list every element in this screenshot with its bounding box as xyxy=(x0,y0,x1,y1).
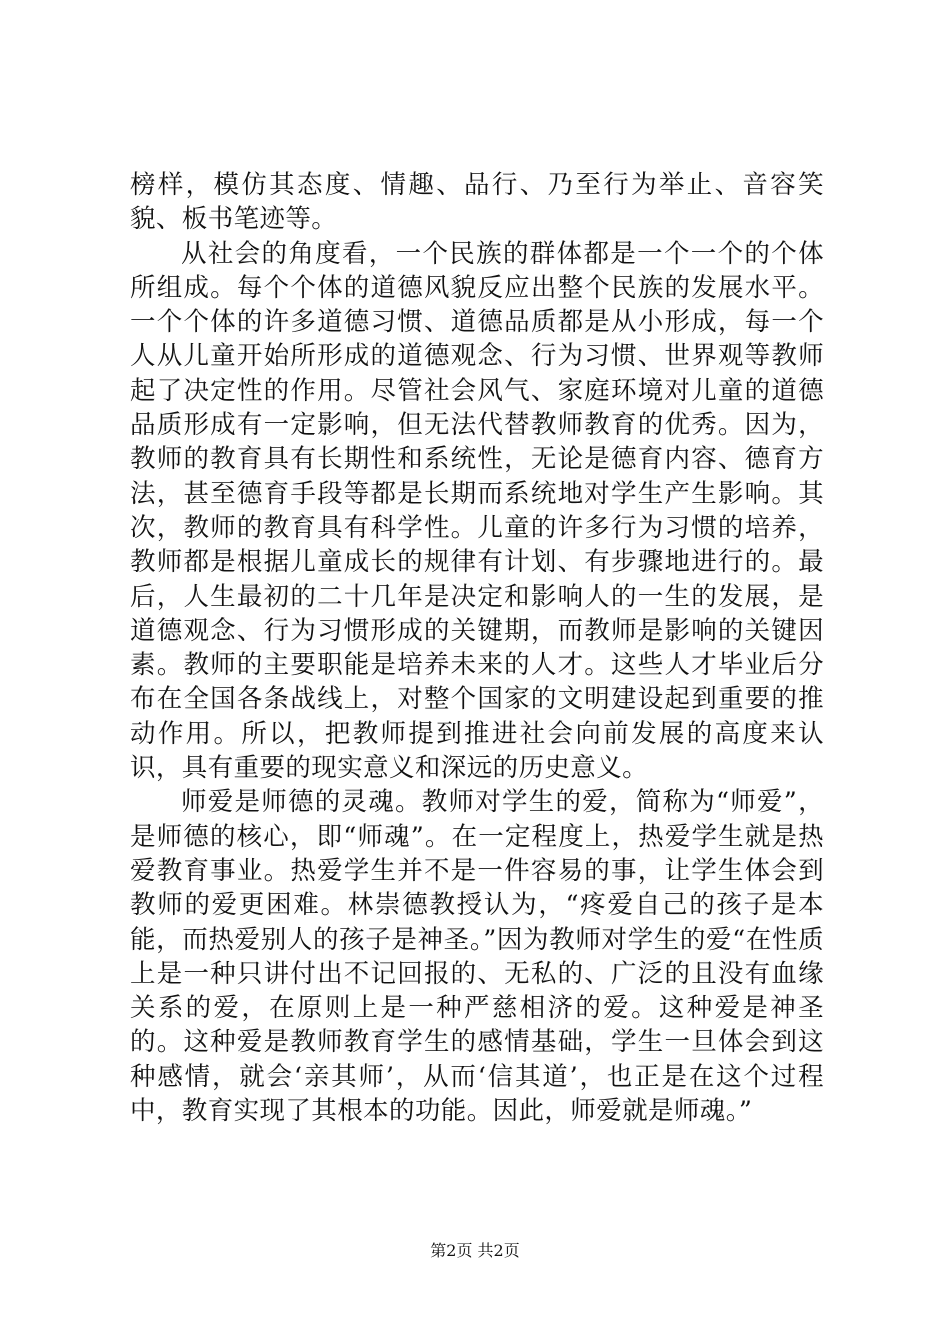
paragraph-society-perspective: 从社会的角度看，一个民族的群体都是一个一个的个体所组成。每个个体的道德风貌反应出整个民族的发展水平。一个个体的许多道德习惯、道德品质都是从小形成，每一个人从儿童开始所形成的道德观念、行为习惯、世界观等教师起了决定性的作用。尽管社会风气、家庭环境对儿童的道德品质形成有一定影响，但无法代替教师教育的优秀。因为，教师的教育具有长期性和系统性，无论是德育内容、德育方法，甚至德育手段等都是长期而系统地对学生产生影响。其次，教师的教育具有科学性。儿童的许多行为习惯的培养，教师都是根据儿童成长的规律有计划、有步骤地进行的。最后，人生最初的二十几年是决定和影响人的一生的发展，是道德观念、行为习惯形成的关键期，而教师是影响的关键因素。教师的主要职能是培养未来的人才。这些人才毕业后分布在全国各条战线上，对整个国家的文明建设起到重要的推动作用。所以，把教师提到推进社会向前发展的高度来认识，具有重要的现实意义和深远的历史意义。 xyxy=(130,238,824,784)
document-body xyxy=(130,168,824,1128)
paragraph-continuation: 榜样，模仿其态度、情趣、品行、乃至行为举止、音容笑貌、板书笔迹等。 xyxy=(130,170,824,235)
page-footer: 第2页 共2页 xyxy=(430,1241,520,1260)
paragraph-teacher-love: 师爱是师德的灵魂。教师对学生的爱，简称为“师爱”，是师德的核心，即“师魂”。在一定程度上，热爱学生就是热爱教育事业。热爱学生并不是一件容易的事，让学生体会到教师的爱更困难。林崇德教授认为，“疼爱自己的孩子是本能，而热爱别人的孩子是神圣。”因为教师对学生的爱“在性质上是一种只讲付出不记回报的、无私的、广泛的且没有血缘关系的爱，在原则上是一种严慈相济的爱。这种爱是神圣的。这种爱是教师教育学生的感情基础，学生一旦体会到这种感情，就会‘亲其师’，从而‘信其道’，也正是在这个过程中，教育实现了其根本的功能。因此，师爱就是师魂。” xyxy=(130,787,824,1127)
